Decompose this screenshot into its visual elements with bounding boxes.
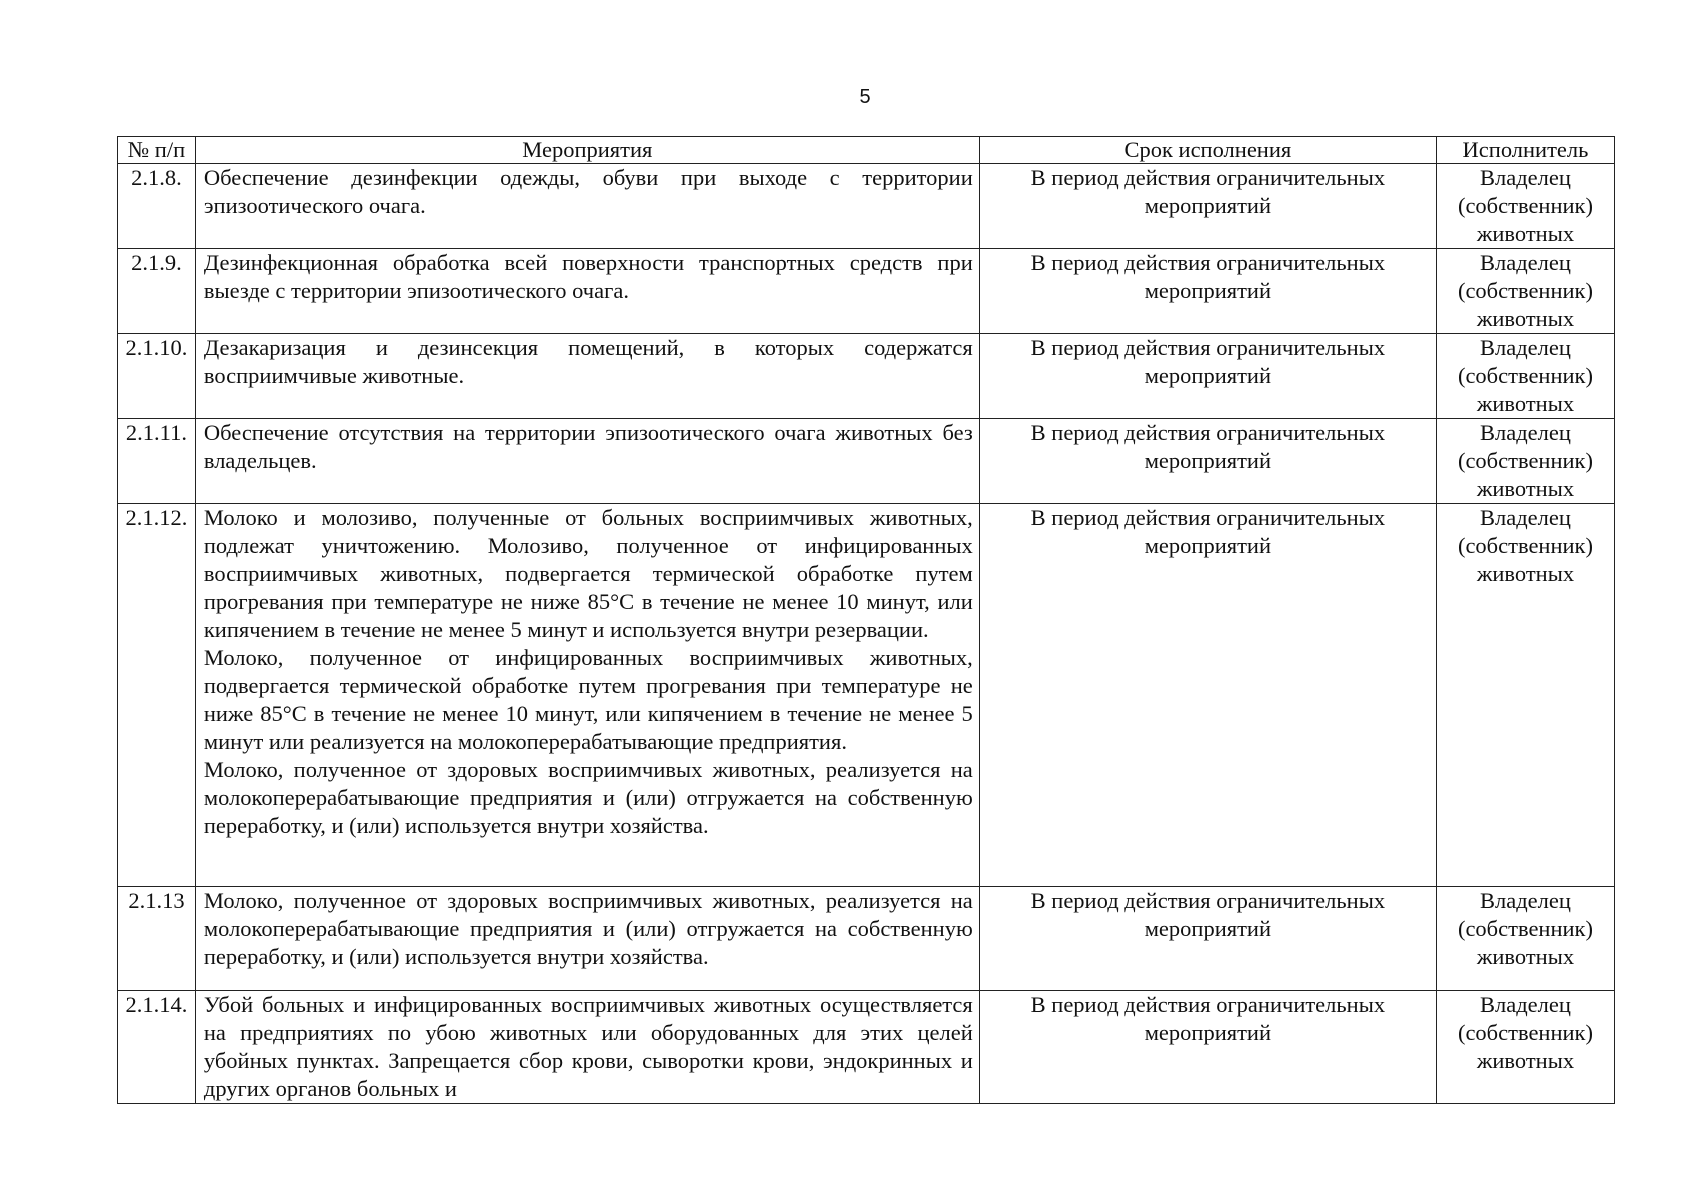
term-cell: В период действия ограничительных мероприятий bbox=[979, 504, 1436, 887]
activity-paragraph: Молоко, полученное от инфицированных восприимчивых животных, подвергается термической обработке путем прогревания при температуре не ниже 85°С в течение не менее 10 минут, или кипячением в течение не менее 5 минут или реализуется на молокоперерабатывающие предприятия. bbox=[203, 645, 973, 754]
activity-cell bbox=[195, 991, 979, 1104]
header-term: Срок исполнения bbox=[979, 137, 1436, 164]
activity-cell bbox=[195, 164, 979, 249]
executor-cell: Владелец (собственник) животных bbox=[1436, 504, 1614, 887]
row-number: 2.1.10. bbox=[118, 334, 196, 419]
table-body bbox=[118, 164, 1615, 1104]
table-row bbox=[118, 887, 1615, 991]
activity-paragraph: Молоко, полученное от здоровых восприимчивых животных, реализуется на молокоперерабатывающие предприятия и (или) отгружается на собственную переработку, и (или) используется внутри хозяйства. bbox=[203, 757, 973, 838]
executor-cell: Владелец (собственник) животных bbox=[1436, 887, 1614, 991]
term-cell: В период действия ограничительных мероприятий bbox=[979, 249, 1436, 334]
activity-paragraph: Обеспечение отсутствия на территории эпизоотического очага животных без владельцев. bbox=[203, 420, 973, 473]
table-row bbox=[118, 504, 1615, 887]
executor-cell: Владелец (собственник) животных bbox=[1436, 164, 1614, 249]
activity-paragraph: Молоко и молозиво, полученные от больных восприимчивых животных, подлежат уничтожению. Молозиво, полученное от инфицированных восприимчивых животных, подвергается термической обработке путем прогревания при температуре не ниже 85°С в течение не менее 10 минут, или кипячением в течение не менее 5 минут и используется внутри резервации. bbox=[203, 505, 973, 642]
row-number: 2.1.11. bbox=[118, 419, 196, 504]
row-number: 2.1.14. bbox=[118, 991, 196, 1104]
header-num: № п/п bbox=[118, 137, 196, 164]
executor-cell: Владелец (собственник) животных bbox=[1436, 249, 1614, 334]
page-number: 5 bbox=[859, 86, 871, 108]
term-cell: В период действия ограничительных мероприятий bbox=[979, 991, 1436, 1104]
activity-cell bbox=[195, 249, 979, 334]
activity-cell bbox=[195, 504, 979, 887]
header-executor: Исполнитель bbox=[1436, 137, 1614, 164]
row-number: 2.1.12. bbox=[118, 504, 196, 887]
activity-paragraph: Дезакаризация и дезинсекция помещений, в которых содержатся восприимчивые животные. bbox=[203, 335, 973, 388]
row-number: 2.1.13 bbox=[118, 887, 196, 991]
activity-paragraph: Убой больных и инфицированных восприимчивых животных осуществляется на предприятиях по убою животных или оборудованных для этих целей убойных пунктах. Запрещается сбор крови, сыворотки крови, эндокринных и других органов больных и bbox=[203, 992, 973, 1101]
row-number: 2.1.8. bbox=[118, 164, 196, 249]
term-cell: В период действия ограничительных мероприятий bbox=[979, 164, 1436, 249]
activity-cell bbox=[195, 334, 979, 419]
activity-paragraph: Дезинфекционная обработка всей поверхности транспортных средств при выезде с территории эпизоотического очага. bbox=[203, 250, 973, 303]
activity-paragraph: Молоко, полученное от здоровых восприимчивых животных, реализуется на молокоперерабатывающие предприятия и (или) отгружается на собственную переработку, и (или) используется внутри хозяйства. bbox=[203, 888, 973, 969]
header-activity: Мероприятия bbox=[195, 137, 979, 164]
table-row bbox=[118, 249, 1615, 334]
activity-cell bbox=[195, 419, 979, 504]
executor-cell: Владелец (собственник) животных bbox=[1436, 419, 1614, 504]
activity-cell bbox=[195, 887, 979, 991]
term-cell: В период действия ограничительных мероприятий bbox=[979, 419, 1436, 504]
table-row bbox=[118, 334, 1615, 419]
row-number: 2.1.9. bbox=[118, 249, 196, 334]
table-row bbox=[118, 164, 1615, 249]
table-header bbox=[118, 137, 1615, 164]
measures-table bbox=[117, 136, 1615, 1104]
activity-paragraph: Обеспечение дезинфекции одежды, обуви при выходе с территории эпизоотического очага. bbox=[203, 165, 973, 218]
term-cell: В период действия ограничительных мероприятий bbox=[979, 334, 1436, 419]
table-row bbox=[118, 419, 1615, 504]
term-cell: В период действия ограничительных мероприятий bbox=[979, 887, 1436, 991]
executor-cell: Владелец (собственник) животных bbox=[1436, 334, 1614, 419]
executor-cell: Владелец (собственник) животных bbox=[1436, 991, 1614, 1104]
table-row bbox=[118, 991, 1615, 1104]
